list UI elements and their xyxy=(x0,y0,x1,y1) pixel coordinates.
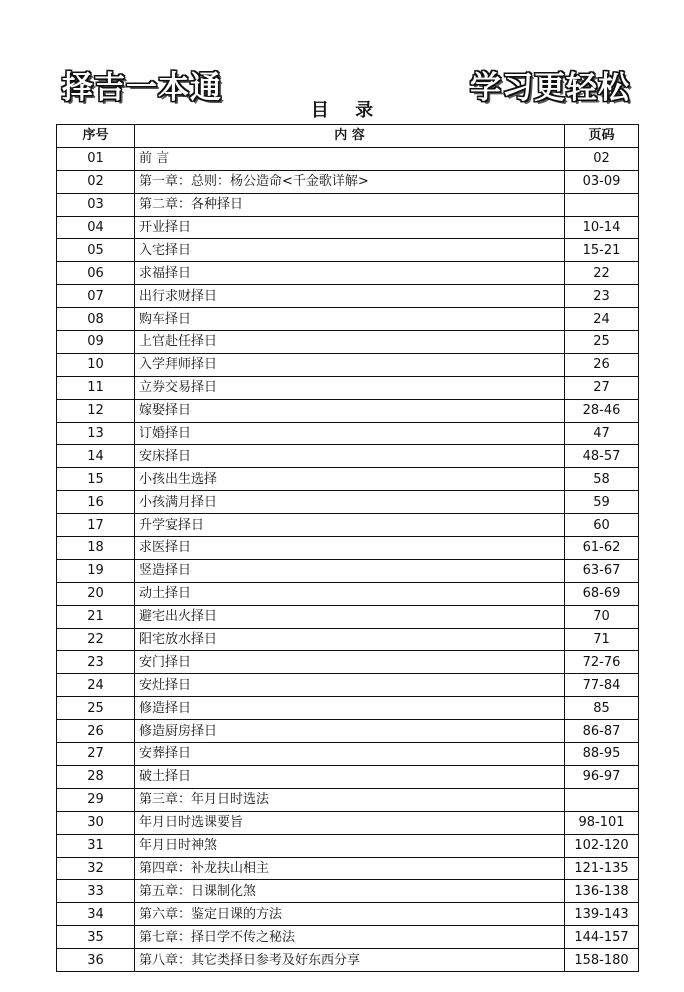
row-page: 48-57 xyxy=(565,445,639,468)
row-page: 98-101 xyxy=(565,811,639,834)
row-content: 购车择日 xyxy=(135,308,565,331)
row-number: 21 xyxy=(57,605,135,628)
row-page: 61-62 xyxy=(565,537,639,560)
row-number: 33 xyxy=(57,880,135,903)
row-content: 年月日时选课要旨 xyxy=(135,811,565,834)
row-number: 24 xyxy=(57,674,135,697)
row-content: 嫁娶择日 xyxy=(135,399,565,422)
table-row xyxy=(57,811,639,834)
row-number: 11 xyxy=(57,376,135,399)
table-row xyxy=(57,147,639,170)
table-row xyxy=(57,537,639,560)
row-number: 08 xyxy=(57,308,135,331)
row-page: 121-135 xyxy=(565,857,639,880)
row-content: 出行求财择日 xyxy=(135,285,565,308)
table-row xyxy=(57,216,639,239)
row-number: 13 xyxy=(57,422,135,445)
row-content: 安门择日 xyxy=(135,651,565,674)
row-number: 20 xyxy=(57,582,135,605)
row-content: 安灶择日 xyxy=(135,674,565,697)
table-row xyxy=(57,743,639,766)
row-page: 22 xyxy=(565,262,639,285)
row-number: 03 xyxy=(57,193,135,216)
row-page xyxy=(565,193,639,216)
table-row xyxy=(57,239,639,262)
table-row xyxy=(57,285,639,308)
row-number: 17 xyxy=(57,514,135,537)
row-content: 第八章：其它类择日参考及好东西分享 xyxy=(135,949,565,972)
table-row xyxy=(57,468,639,491)
row-content: 第二章：各种择日 xyxy=(135,193,565,216)
row-number: 01 xyxy=(57,147,135,170)
row-page: 158-180 xyxy=(565,949,639,972)
toc-body xyxy=(57,147,639,971)
row-content: 修造厨房择日 xyxy=(135,720,565,743)
table-row xyxy=(57,949,639,972)
row-content: 前 言 xyxy=(135,147,565,170)
row-page: 96-97 xyxy=(565,765,639,788)
page-title: 目 录 xyxy=(310,100,384,121)
table-row xyxy=(57,170,639,193)
row-number: 19 xyxy=(57,559,135,582)
table-row xyxy=(57,834,639,857)
row-number: 35 xyxy=(57,926,135,949)
table-row xyxy=(57,376,639,399)
row-page: 02 xyxy=(565,147,639,170)
table-row xyxy=(57,399,639,422)
row-page: 139-143 xyxy=(565,903,639,926)
row-number: 31 xyxy=(57,834,135,857)
table-row xyxy=(57,262,639,285)
header-slogan-left: 择吉一本通 xyxy=(62,70,222,106)
row-content: 第三章：年月日时选法 xyxy=(135,788,565,811)
row-content: 入学拜师择日 xyxy=(135,353,565,376)
row-content: 开业择日 xyxy=(135,216,565,239)
header-slogan-right: 学习更轻松 xyxy=(470,70,630,106)
row-page: 77-84 xyxy=(565,674,639,697)
row-page: 102-120 xyxy=(565,834,639,857)
table-row xyxy=(57,353,639,376)
table-row xyxy=(57,582,639,605)
row-number: 30 xyxy=(57,811,135,834)
row-page: 24 xyxy=(565,308,639,331)
row-page: 58 xyxy=(565,468,639,491)
row-number: 18 xyxy=(57,537,135,560)
row-page: 60 xyxy=(565,514,639,537)
row-number: 27 xyxy=(57,743,135,766)
table-row xyxy=(57,903,639,926)
row-number: 07 xyxy=(57,285,135,308)
row-page: 23 xyxy=(565,285,639,308)
row-number: 36 xyxy=(57,949,135,972)
row-page: 26 xyxy=(565,353,639,376)
row-content: 安床择日 xyxy=(135,445,565,468)
row-number: 04 xyxy=(57,216,135,239)
row-page: 27 xyxy=(565,376,639,399)
row-page: 70 xyxy=(565,605,639,628)
row-content: 第七章：择日学不传之秘法 xyxy=(135,926,565,949)
row-number: 15 xyxy=(57,468,135,491)
row-number: 26 xyxy=(57,720,135,743)
row-content: 年月日时神煞 xyxy=(135,834,565,857)
row-content: 竖造择日 xyxy=(135,559,565,582)
row-page: 25 xyxy=(565,331,639,354)
table-row xyxy=(57,193,639,216)
row-number: 14 xyxy=(57,445,135,468)
table-row xyxy=(57,331,639,354)
table-row xyxy=(57,720,639,743)
row-number: 25 xyxy=(57,697,135,720)
table-row xyxy=(57,651,639,674)
table-row xyxy=(57,422,639,445)
table-row xyxy=(57,514,639,537)
row-content: 破土择日 xyxy=(135,765,565,788)
row-content: 避宅出火择日 xyxy=(135,605,565,628)
toc-header-row xyxy=(57,125,639,148)
row-content: 入宅择日 xyxy=(135,239,565,262)
row-page: 63-67 xyxy=(565,559,639,582)
table-row xyxy=(57,765,639,788)
row-number: 02 xyxy=(57,170,135,193)
row-content: 立券交易择日 xyxy=(135,376,565,399)
row-number: 05 xyxy=(57,239,135,262)
header-num: 序号 xyxy=(57,125,135,148)
table-row xyxy=(57,445,639,468)
row-page: 15-21 xyxy=(565,239,639,262)
row-page: 03-09 xyxy=(565,170,639,193)
toc-table xyxy=(56,124,639,972)
row-page: 71 xyxy=(565,628,639,651)
row-page: 136-138 xyxy=(565,880,639,903)
row-number: 22 xyxy=(57,628,135,651)
row-content: 阳宅放水择日 xyxy=(135,628,565,651)
table-row xyxy=(57,926,639,949)
row-page: 47 xyxy=(565,422,639,445)
row-content: 升学宴择日 xyxy=(135,514,565,537)
row-number: 34 xyxy=(57,903,135,926)
table-row xyxy=(57,697,639,720)
row-page: 59 xyxy=(565,491,639,514)
table-row xyxy=(57,605,639,628)
row-content: 小孩出生选择 xyxy=(135,468,565,491)
row-page: 88-95 xyxy=(565,743,639,766)
row-number: 16 xyxy=(57,491,135,514)
row-page: 72-76 xyxy=(565,651,639,674)
row-content: 修造择日 xyxy=(135,697,565,720)
row-content: 订婚择日 xyxy=(135,422,565,445)
row-content: 动土择日 xyxy=(135,582,565,605)
table-row xyxy=(57,788,639,811)
table-row xyxy=(57,674,639,697)
row-page: 10-14 xyxy=(565,216,639,239)
row-content: 小孩满月择日 xyxy=(135,491,565,514)
row-content: 第六章：鉴定日课的方法 xyxy=(135,903,565,926)
row-content: 第五章：日课制化煞 xyxy=(135,880,565,903)
row-number: 32 xyxy=(57,857,135,880)
table-row xyxy=(57,559,639,582)
row-page: 144-157 xyxy=(565,926,639,949)
row-page: 68-69 xyxy=(565,582,639,605)
row-content: 上官赴任择日 xyxy=(135,331,565,354)
row-number: 09 xyxy=(57,331,135,354)
row-content: 第四章：补龙扶山相主 xyxy=(135,857,565,880)
row-page xyxy=(565,788,639,811)
table-row xyxy=(57,308,639,331)
row-page: 28-46 xyxy=(565,399,639,422)
row-content: 第一章：总则：杨公造命<千金歌详解> xyxy=(135,170,565,193)
row-page: 86-87 xyxy=(565,720,639,743)
table-row xyxy=(57,491,639,514)
row-number: 29 xyxy=(57,788,135,811)
row-number: 10 xyxy=(57,353,135,376)
row-number: 12 xyxy=(57,399,135,422)
row-page: 85 xyxy=(565,697,639,720)
row-content: 安葬择日 xyxy=(135,743,565,766)
table-row xyxy=(57,628,639,651)
row-content: 求福择日 xyxy=(135,262,565,285)
row-number: 28 xyxy=(57,765,135,788)
table-row xyxy=(57,880,639,903)
row-content: 求医择日 xyxy=(135,537,565,560)
table-row xyxy=(57,857,639,880)
row-number: 23 xyxy=(57,651,135,674)
header-page: 页码 xyxy=(565,125,639,148)
row-number: 06 xyxy=(57,262,135,285)
header-content: 内 容 xyxy=(135,125,565,148)
